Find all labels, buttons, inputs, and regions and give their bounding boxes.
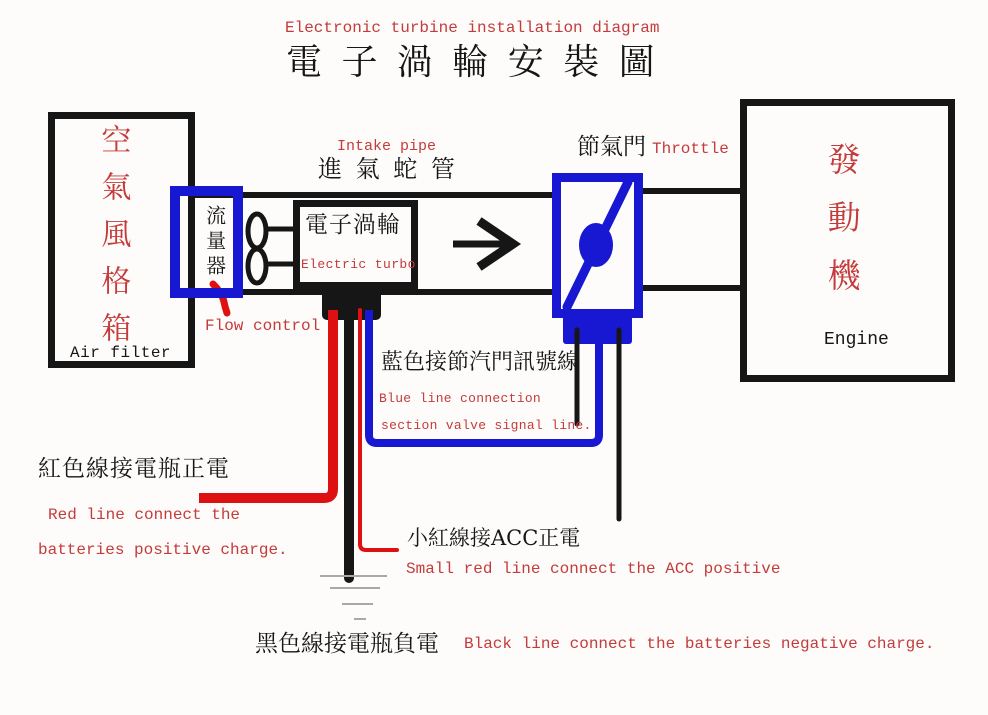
turbo-label-en: Electric turbo (301, 257, 416, 272)
title-zh: 電 子 渦 輪 安 裝 圖 (286, 42, 659, 83)
blue-wire-note-zh: 藍色接節汽門訊號線 (381, 350, 580, 375)
acc-note-zh: 小紅線接ACC正電 (407, 526, 581, 550)
red-wire-note-en-line2: batteries positive charge. (38, 541, 288, 559)
flow-meter-label-zh: 流量器 (202, 205, 227, 280)
red-wire-note-zh: 紅色線接電瓶正電 (38, 456, 230, 482)
fan-blades-icon (248, 214, 299, 283)
flow-arrow-icon (453, 221, 513, 267)
intake-pipe-label-en: Intake pipe (337, 138, 437, 155)
black-wire-note-en: Black line connect the batteries negative charge. (464, 635, 935, 653)
blue-wire-note-en-line2: section valve signal line. (381, 418, 592, 433)
engine-label-zh: 發動機 (822, 142, 862, 316)
air-filter-label-en: Air filter (70, 344, 172, 362)
engine-label-en: Engine (824, 330, 889, 350)
throttle-label-zh: 節氣門 (577, 134, 646, 160)
ground-symbol-icon (320, 576, 387, 619)
title-en: Electronic turbine installation diagram (285, 19, 660, 37)
turbo-label-zh: 電子渦輪 (305, 212, 401, 238)
throttle-valve-disc (579, 223, 613, 267)
flow-control-label: Flow control (205, 317, 321, 335)
air-filter-label-zh: 空氣風格箱 (95, 124, 131, 359)
intake-pipe-label-zh: 進 氣 蛇 管 (318, 155, 458, 183)
black-wire-note-zh: 黑色線接電瓶負電 (255, 631, 439, 657)
blue-wire-note-en-line1: Blue line connection (379, 391, 542, 406)
acc-note-en: Small red line connect the ACC positive (406, 560, 781, 578)
red-wire-note-en-line1: Red line connect the (48, 506, 241, 524)
throttle-label-en: Throttle (652, 140, 729, 158)
